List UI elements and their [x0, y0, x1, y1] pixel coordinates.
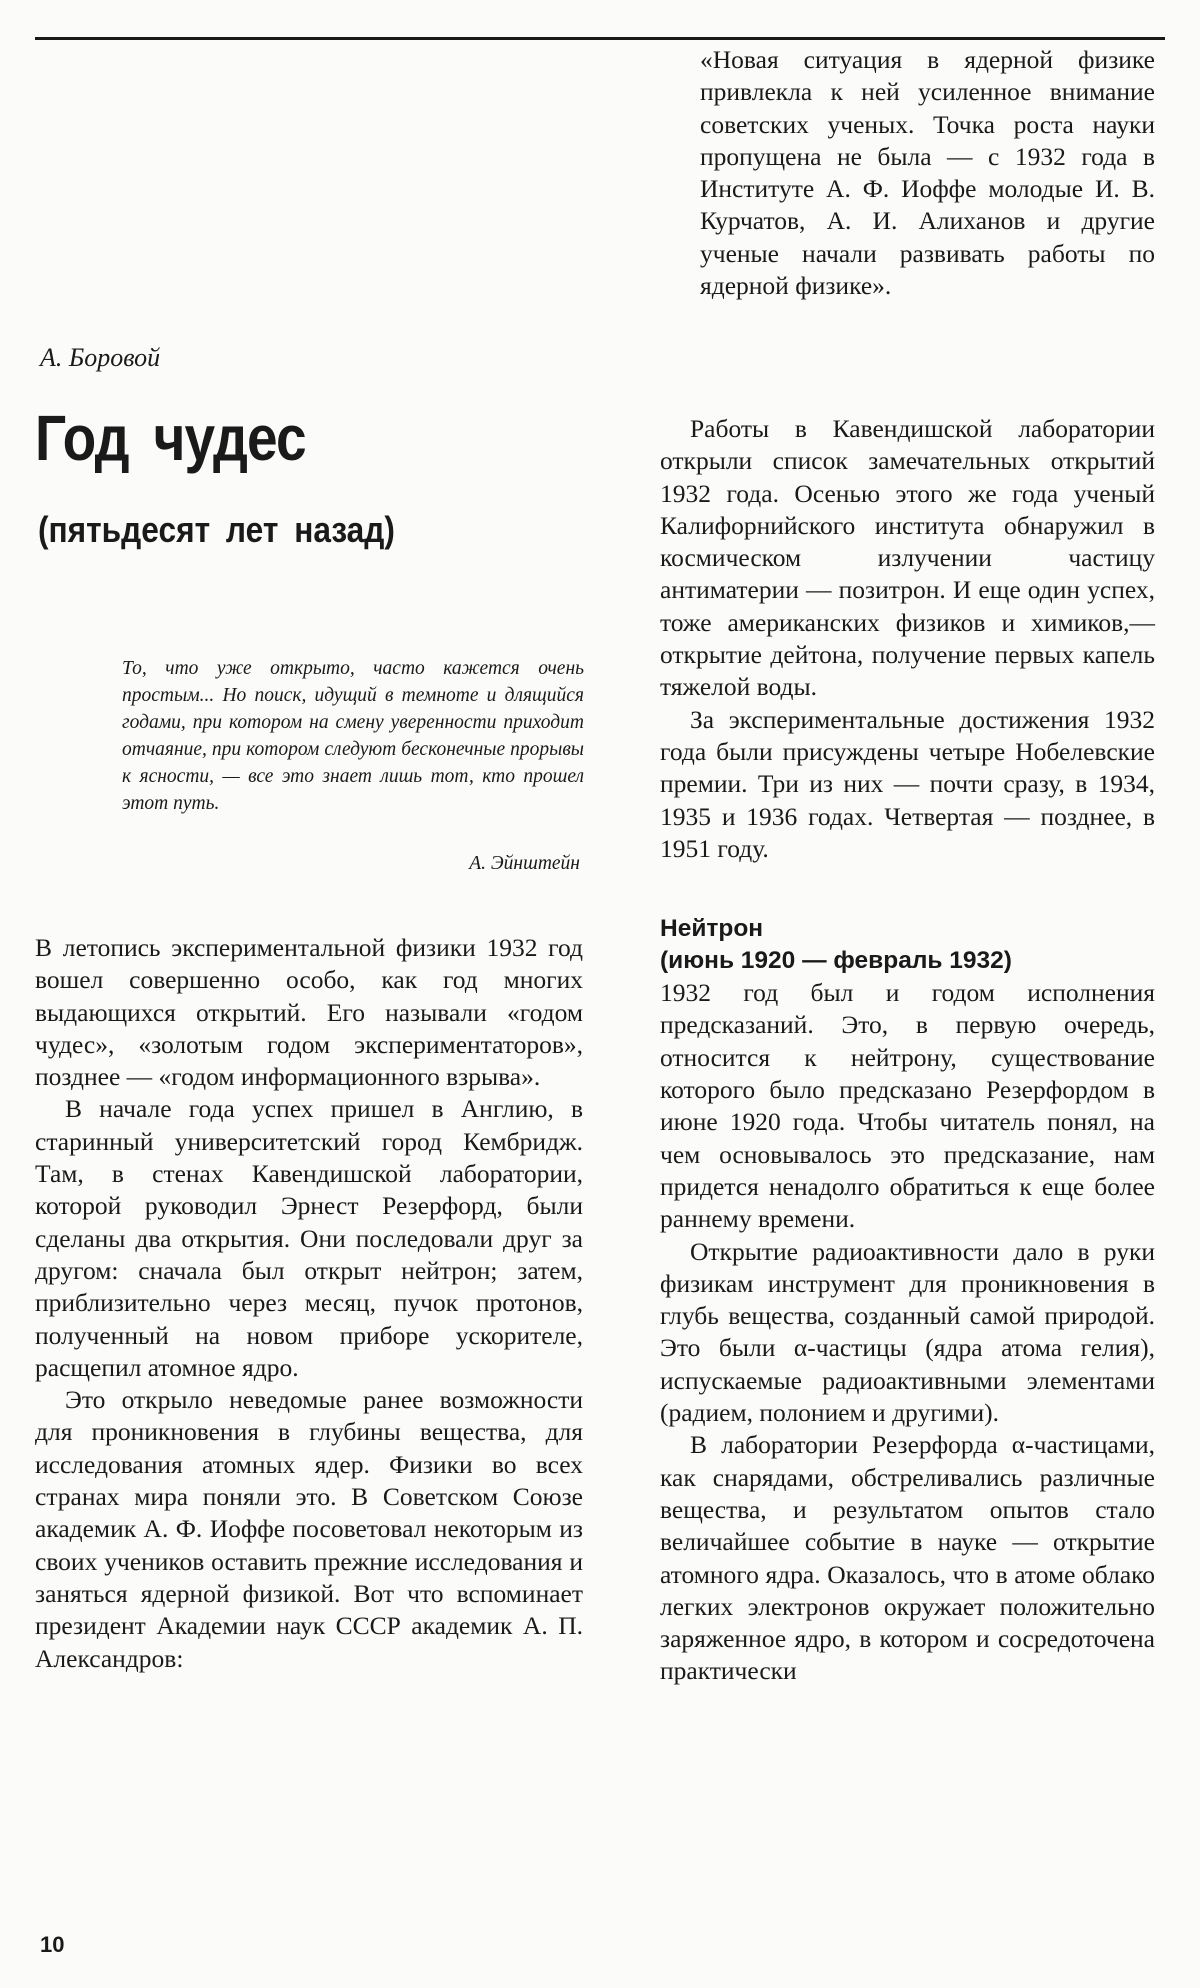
article-author: А. Боровой — [40, 343, 161, 372]
paragraph: Открытие радиоактивности дало в руки физикам инструмент для проникновения в глубь вещества, созданный самой природой. Это были α-частицы (ядра атома гелия), испускаемые радиоактивными элементами (радием, полонием и другими). — [660, 1236, 1155, 1428]
article-title: Год чудес — [35, 402, 306, 474]
right-column — [660, 413, 1155, 1688]
paragraph: Это открыло неведомые ранее возможности для проникновения в глубины вещества, для исследования атомных ядер. Физики во всех странах мира поняли это. В Советском Союзе академик А. Ф. Иоффе посоветовал некоторым из своих учеников оставить прежние исследования и заняться ядерной физикой. Вот что вспоминает президент Академии наук СССР академик А. П. Александров: — [35, 1385, 583, 1673]
epigraph-author: А. Эйнштейн — [469, 853, 580, 874]
section-dates: (июнь 1920 — февраль 1932) — [660, 947, 1012, 975]
header-quote-text: «Новая ситуация в ядерной физике привлекла к ней усиленное внимание советских ученых. Точка роста науки пропущена не была — с 1932 года в Институте А. Ф. Иоффе молодые И. В. Курчатов, А. И. Алиханов и другие ученые начали развивать работы по ядерной физике». — [700, 45, 1155, 301]
paragraph: За экспериментальные достижения 1932 года были присуждены четыре Нобелевские премии. Три из них — почти сразу, в 1934, 1935 и 1936 годах. Четвертая — позднее, в 1951 году. — [660, 704, 1155, 863]
header-quote — [700, 44, 1155, 302]
paragraph: В лаборатории Резерфорда α-частицами, как снарядами, обстреливались различные вещества, и результатом опытов стало величайшее событие в науке — открытие атомного ядра. Оказалось, что в атоме облако легких электронов окружает положительно заряженное ядро, в котором и сосредоточена практически — [660, 1430, 1155, 1686]
paragraph: В летопись экспериментальной физики 1932 год вошел совершенно особо, как год многих выдающихся открытий. Его называли «годом чудес», «золотым годом экспериментаторов», позднее — «годом информационного взрыва». — [35, 933, 583, 1092]
left-column — [35, 932, 583, 1675]
paragraph: Работы в Кавендишской лаборатории открыли список замечательных открытий 1932 года. Осенью этого же года ученый Калифорнийского института обнаружил в космическом излучении частицу антиматерии — позитрон. И еще один успех, тоже американских физиков и химиков,— открытие дейтона, получение первых капель тяжелой воды. — [660, 414, 1155, 702]
epigraph-text: То, что уже открыто, часто кажется очень простым... Но поиск, идущий в темноте и длящийся годами, при котором на смену уверенности приходит отчаяние, при котором следуют бесконечные прорывы к ясности, — все это знает лишь тот, кто прошел этот путь. — [122, 658, 584, 814]
section-title: Нейтрон — [660, 915, 764, 943]
paragraph: 1932 год был и годом исполнения предсказаний. Это, в первую очередь, относится к нейтрону, существование которого было предсказано Резерфордом в июне 1920 года. Чтобы читатель понял, на чем основывалось это предсказание, нам придется ненадолго обратиться к еще более раннему времени. — [660, 978, 1155, 1234]
article-subtitle: (пятьдесят лет назад) — [38, 509, 395, 550]
top-rule — [35, 37, 1165, 40]
paragraph: В начале года успех пришел в Англию, в старинный университетский город Кембридж. Там, в стенах Кавендишской лаборатории, которой руководил Эрнест Резерфорд, были сделаны два открытия. Они последовали друг за другом: сначала был открыт нейтрон; затем, приблизительно через месяц, пучок протонов, полученный на новом приборе ускорителе, расщепил атомное ядро. — [35, 1094, 583, 1382]
page-number: 10 — [40, 1932, 65, 1957]
